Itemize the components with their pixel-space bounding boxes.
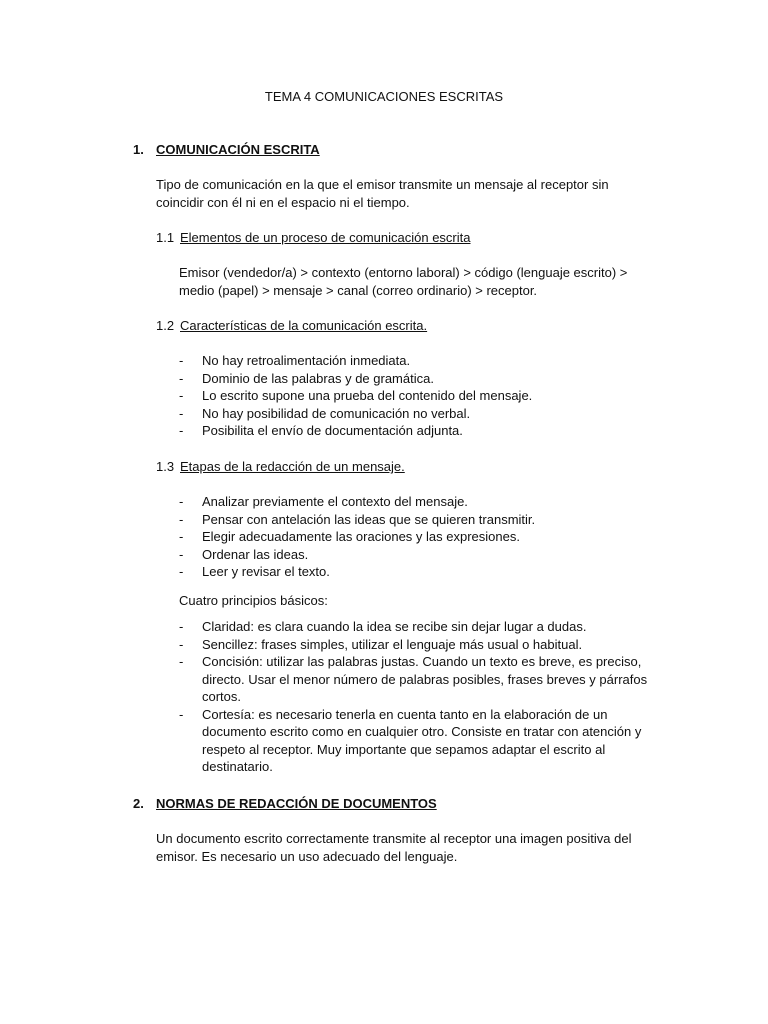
list-item: [179, 511, 649, 529]
dash-bullet: -: [179, 388, 184, 403]
dash-bullet: -: [179, 564, 184, 579]
section-title: COMUNICACIÓN ESCRITA: [156, 142, 320, 157]
list-item-text: Posibilita el envío de documentación adjunta.: [202, 423, 463, 438]
list-item-text: Claridad: es clara cuando la idea se recibe sin dejar lugar a dudas.: [202, 619, 587, 634]
subsection-1-2-heading: [156, 317, 427, 335]
dash-bullet: -: [179, 370, 184, 386]
dash-bullet: -: [179, 353, 184, 368]
list-item: [179, 370, 649, 388]
list-item-text: Cortesía: es necesario tenerla en cuenta tanto en la elaboración de un documento escrito como en cualquier otro. Consiste en tratar con atención y respeto al receptor. Muy importante que sepamos adaptar el escrito al destinatario.: [202, 706, 642, 774]
dash-bullet: -: [179, 706, 184, 722]
list-item: [179, 636, 649, 654]
section-number: 1.: [133, 142, 144, 157]
list-item: [179, 618, 649, 636]
list-item: [179, 422, 649, 440]
section-2-heading: [133, 795, 437, 813]
list-item-text: Pensar con antelación las ideas que se quieren transmitir.: [202, 511, 536, 527]
subsection-1-1-heading: [156, 229, 471, 247]
list-item: [179, 405, 649, 423]
subsection-number: 1.2: [156, 318, 175, 333]
subsection-title: Elementos de un proceso de comunicación escrita: [180, 230, 471, 245]
list-item: [179, 653, 649, 706]
principles-label: Cuatro principios básicos:: [179, 593, 328, 608]
dash-bullet: -: [179, 546, 184, 562]
section-title: NORMAS DE REDACCIÓN DE DOCUMENTOS: [156, 796, 437, 811]
section-2-intro: Un documento escrito correctamente transmite al receptor una imagen positiva del emisor. Es necesario un uso adecuado del lenguaje.: [156, 831, 632, 864]
list-item-text: Dominio de las palabras y de gramática.: [202, 370, 434, 386]
subsection-number: 1.1: [156, 230, 175, 245]
list-item-text: Concisión: utilizar las palabras justas. Cuando un texto es breve, es preciso, directo. Usar el menor número de palabras posibles, frases breves y párrafos cortos.: [202, 654, 648, 704]
dash-bullet: -: [179, 529, 184, 544]
list-item: [179, 706, 649, 776]
characteristics-list: [179, 352, 649, 440]
list-item-text: Analizar previamente el contexto del mensaje.: [202, 494, 468, 509]
subsection-1-3-heading: [156, 458, 405, 476]
subsection-title: Etapas de la redacción de un mensaje.: [180, 459, 405, 474]
principles-list: [179, 618, 649, 776]
stages-list: [179, 493, 649, 581]
list-item-text: Elegir adecuadamente las oraciones y las expresiones.: [202, 529, 520, 544]
dash-bullet: -: [179, 636, 184, 652]
section-1-heading: [133, 141, 320, 159]
subsection-number: 1.3: [156, 459, 175, 474]
list-item: [179, 387, 649, 405]
dash-bullet: -: [179, 511, 184, 527]
list-item: [179, 563, 649, 581]
section-number: 2.: [133, 796, 144, 811]
subsection-title: Características de la comunicación escrita.: [180, 318, 428, 333]
subsection-1-1-text: Emisor (vendedor/a) > contexto (entorno laboral) > código (lenguaje escrito) > medio (papel) > mensaje > canal (correo ordinario) > receptor.: [179, 265, 628, 298]
dash-bullet: -: [179, 619, 184, 634]
list-item: [179, 352, 649, 370]
dash-bullet: -: [179, 423, 184, 438]
section-1-intro: Tipo de comunicación en la que el emisor transmite un mensaje al receptor sin coincidir con él ni en el espacio ni el tiempo.: [156, 177, 609, 210]
list-item-text: Leer y revisar el texto.: [202, 564, 330, 579]
dash-bullet: -: [179, 654, 184, 669]
list-item-text: Lo escrito supone una prueba del contenido del mensaje.: [202, 388, 533, 403]
dash-bullet: -: [179, 405, 184, 421]
list-item: [179, 528, 649, 546]
list-item-text: No hay retroalimentación inmediata.: [202, 353, 411, 368]
list-item: [179, 546, 649, 564]
list-item: [179, 493, 649, 511]
list-item-text: Sencillez: frases simples, utilizar el lenguaje más usual o habitual.: [202, 636, 583, 652]
list-item-text: Ordenar las ideas.: [202, 546, 309, 562]
document-title: TEMA 4 COMUNICACIONES ESCRITAS: [264, 89, 504, 104]
list-item-text: No hay posibilidad de comunicación no verbal.: [202, 405, 471, 421]
dash-bullet: -: [179, 494, 184, 509]
